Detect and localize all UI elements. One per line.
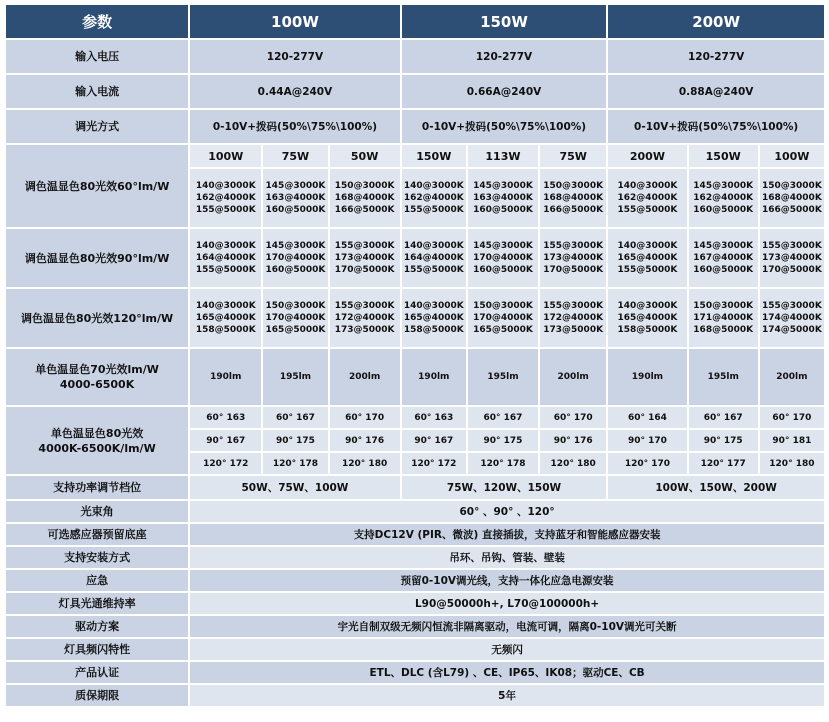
efficacy-cell [190, 229, 261, 287]
efficacy-line: 160@5000K [473, 205, 533, 215]
row-label [6, 662, 188, 683]
lumen-cell: 195lm [263, 349, 327, 405]
spec-value: 0-10V+拨码(50%\75%\100%) [402, 110, 607, 143]
efficacy-line: 163@4000K [265, 193, 326, 203]
efficacy-line: 155@3000K [334, 241, 395, 251]
row-label-text: 单色温显色80光效 [50, 426, 144, 440]
lumen-row [6, 349, 824, 405]
efficacy-line: 160@5000K [473, 265, 533, 275]
angle-cell: 90° 175 [689, 430, 758, 451]
angle-cell: 120° 172 [402, 453, 466, 474]
efficacy-line: 172@4000K [334, 313, 395, 323]
efficacy-line: 165@4000K [403, 313, 464, 323]
efficacy-line: 155@5000K [195, 265, 256, 275]
spec-row [6, 476, 824, 499]
efficacy-cell [689, 289, 758, 347]
efficacy-line: 164@4000K [403, 253, 464, 263]
efficacy-line: 170@5000K [334, 265, 395, 275]
wattage-cell: 113W [468, 145, 538, 167]
efficacy-line: 155@5000K [617, 205, 678, 215]
spec-value: 0.88A@240V [608, 75, 824, 108]
angle-cell: 90° 175 [468, 430, 538, 451]
spec-row [6, 110, 824, 143]
efficacy-cell [760, 169, 824, 227]
efficacy-line: 155@3000K [543, 241, 604, 251]
efficacy-line: 162@4000K [195, 193, 256, 203]
efficacy-line: 160@5000K [265, 265, 326, 275]
efficacy-line: 145@3000K [693, 241, 754, 251]
efficacy-line: 165@5000K [265, 325, 326, 335]
efficacy-line: 145@3000K [473, 241, 533, 251]
efficacy-line: 170@5000K [761, 265, 822, 275]
efficacy-line: 150@3000K [265, 301, 326, 311]
efficacy-cell [540, 169, 606, 227]
spec-value: 吊环、吊钩、管装、壁装 [190, 547, 824, 568]
spec-row [6, 501, 824, 522]
efficacy-cell [760, 289, 824, 347]
efficacy-line: 160@5000K [693, 265, 754, 275]
lumen-cell: 195lm [468, 349, 538, 405]
efficacy-line: 165@4000K [617, 253, 678, 263]
efficacy-line: 170@4000K [473, 313, 533, 323]
efficacy-line: 173@4000K [543, 253, 604, 263]
row-label-text: 产品认证 [75, 666, 120, 679]
spec-row [6, 685, 824, 706]
efficacy-cell [263, 169, 327, 227]
efficacy-line: 140@3000K [195, 301, 256, 311]
efficacy-line: 145@3000K [265, 241, 326, 251]
efficacy-line: 150@3000K [761, 181, 822, 191]
row-label [6, 685, 188, 706]
row-label-text: 调色温显色80光效60°lm/W [24, 179, 170, 193]
efficacy-line: 162@4000K [693, 193, 754, 203]
spec-row [6, 616, 824, 637]
spec-value: 60° 、90° 、120° [190, 501, 824, 522]
spec-value: 0-10V+拨码(50%\75%\100%) [608, 110, 824, 143]
angle-cell: 90° 167 [402, 430, 466, 451]
spec-row [6, 570, 824, 591]
row-label [6, 229, 188, 287]
efficacy-line: 166@5000K [761, 205, 822, 215]
efficacy-line: 155@5000K [617, 265, 678, 275]
efficacy-line: 140@3000K [617, 181, 678, 191]
efficacy-line: 145@3000K [473, 181, 533, 191]
efficacy-line: 140@3000K [403, 301, 464, 311]
efficacy-line: 174@5000K [761, 325, 822, 335]
angle-cell: 120° 172 [190, 453, 261, 474]
row-label-text: 应急 [86, 574, 109, 587]
efficacy-line: 155@3000K [334, 301, 395, 311]
row-label [6, 547, 188, 568]
row-label-text: 调光方式 [75, 120, 120, 133]
lumen-cell: 190lm [608, 349, 686, 405]
efficacy-line: 170@4000K [473, 253, 533, 263]
efficacy-row [6, 229, 824, 287]
angle-cell: 60° 163 [402, 407, 466, 428]
efficacy-line: 165@5000K [473, 325, 533, 335]
efficacy-line: 140@3000K [617, 241, 678, 251]
efficacy-cell [402, 169, 466, 227]
header-param: 参数 [6, 5, 188, 38]
efficacy-line: 140@3000K [617, 301, 678, 311]
efficacy-cell [263, 289, 327, 347]
row-label-text: 支持安装方式 [64, 551, 131, 564]
spec-value: 120-277V [402, 40, 607, 73]
efficacy-cell [330, 289, 400, 347]
efficacy-cell [608, 169, 686, 227]
spec-value: 0.44A@240V [190, 75, 400, 108]
efficacy-line: 172@4000K [543, 313, 604, 323]
lumen-cell: 190lm [190, 349, 261, 405]
row-label-text: 单色温显色70光效lm/W [35, 363, 159, 376]
row-label-text: 驱动方案 [75, 620, 120, 633]
spec-value: 宇光自制双级无频闪恒流非隔离驱动，电流可调，隔离0-10V调光可关断 [190, 616, 824, 637]
efficacy-line: 145@3000K [265, 181, 326, 191]
efficacy-line: 170@4000K [265, 253, 326, 263]
lumen-cell: 200lm [330, 349, 400, 405]
angle-cell: 90° 167 [190, 430, 261, 451]
efficacy-line: 163@4000K [473, 193, 533, 203]
wattage-cell: 100W [190, 145, 261, 167]
angle-cell: 120° 180 [760, 453, 824, 474]
angle-cell: 60° 167 [468, 407, 538, 428]
header-150w: 150W [402, 5, 607, 38]
angle-cell: 90° 176 [540, 430, 606, 451]
row-label [6, 289, 188, 347]
header-200w: 200W [608, 5, 824, 38]
spec-value: 50W、75W、100W [190, 476, 400, 499]
spec-row [6, 639, 824, 660]
efficacy-line: 165@4000K [195, 313, 256, 323]
lumen-cell: 200lm [760, 349, 824, 405]
efficacy-cell [263, 229, 327, 287]
row-label [6, 570, 188, 591]
efficacy-line: 165@4000K [617, 313, 678, 323]
efficacy-cell [468, 229, 538, 287]
angle-cell: 120° 178 [468, 453, 538, 474]
row-label-text: 质保期限 [75, 689, 120, 702]
efficacy-line: 168@5000K [693, 325, 754, 335]
angle-cell: 120° 180 [330, 453, 400, 474]
angle-cell: 90° 170 [608, 430, 686, 451]
efficacy-line: 150@3000K [693, 301, 754, 311]
efficacy-line: 140@3000K [403, 181, 464, 191]
row-label [6, 501, 188, 522]
row-label [6, 145, 188, 227]
angle-cell: 60° 163 [190, 407, 261, 428]
spec-value: 75W、120W、150W [402, 476, 607, 499]
spec-value: 120-277V [608, 40, 824, 73]
efficacy-line: 155@5000K [403, 265, 464, 275]
spec-value: ETL、DLC (含L79) 、CE、IP65、IK08；驱动CE、CB [190, 662, 824, 683]
efficacy-line: 170@5000K [543, 265, 604, 275]
efficacy-line: 158@5000K [617, 325, 678, 335]
row-label-text: 输入电流 [75, 85, 120, 98]
spec-table [4, 3, 826, 708]
efficacy-cell [402, 289, 466, 347]
angle-cell: 90° 175 [263, 430, 327, 451]
row-label [6, 476, 188, 499]
efficacy-line: 167@4000K [693, 253, 754, 263]
row-label [6, 616, 188, 637]
wattage-cell: 150W [689, 145, 758, 167]
efficacy-line: 170@4000K [265, 313, 326, 323]
angle-cell: 60° 170 [330, 407, 400, 428]
efficacy-line: 166@5000K [334, 205, 395, 215]
row-label [6, 593, 188, 614]
row-label-text: 光束角 [80, 505, 114, 518]
efficacy-cell [540, 289, 606, 347]
efficacy-line: 158@5000K [195, 325, 256, 335]
efficacy-cell [468, 169, 538, 227]
efficacy-line: 168@4000K [543, 193, 604, 203]
spec-row [6, 75, 824, 108]
spec-row [6, 524, 824, 545]
row-label-text-2: 4000K-6500K/lm/W [38, 441, 156, 455]
efficacy-line: 140@3000K [195, 181, 256, 191]
row-label-text-2: 4000-6500K [59, 378, 135, 391]
efficacy-cell [608, 289, 686, 347]
row-label [6, 75, 188, 108]
row-label [6, 40, 188, 73]
angle-cell: 90° 176 [330, 430, 400, 451]
row-label [6, 349, 188, 405]
spec-value: 无频闪 [190, 639, 824, 660]
efficacy-line: 173@5000K [543, 325, 604, 335]
efficacy-line: 160@5000K [693, 205, 754, 215]
angle-cell: 90° 181 [760, 430, 824, 451]
lumen-cell: 195lm [689, 349, 758, 405]
efficacy-line: 155@5000K [195, 205, 256, 215]
row-label [6, 110, 188, 143]
lumen-cell: 190lm [402, 349, 466, 405]
efficacy-line: 168@4000K [334, 193, 395, 203]
angle-cell: 120° 170 [608, 453, 686, 474]
row-label-text: 可选感应器预留底座 [47, 528, 147, 541]
wattage-cell: 150W [402, 145, 466, 167]
row-label [6, 639, 188, 660]
spec-row [6, 40, 824, 73]
angle-cell: 120° 177 [689, 453, 758, 474]
row-label [6, 524, 188, 545]
header-row [6, 5, 824, 38]
efficacy-cell [190, 289, 261, 347]
spec-value: 预留0-10V调光线，支持一体化应急电源安装 [190, 570, 824, 591]
efficacy-cell [330, 229, 400, 287]
efficacy-line: 145@3000K [693, 181, 754, 191]
efficacy-line: 160@5000K [265, 205, 326, 215]
lumen-cell: 200lm [540, 349, 606, 405]
efficacy-line: 155@3000K [761, 241, 822, 251]
angle-cell: 120° 180 [540, 453, 606, 474]
efficacy-line: 173@4000K [761, 253, 822, 263]
efficacy-line: 158@5000K [403, 325, 464, 335]
wattage-cell: 100W [760, 145, 824, 167]
row-label-text: 调色温显色80光效90°lm/W [24, 251, 170, 265]
spec-value: 120-277V [190, 40, 400, 73]
efficacy-line: 150@3000K [473, 301, 533, 311]
angle-cell: 60° 167 [689, 407, 758, 428]
angle-cell: 60° 170 [540, 407, 606, 428]
row-label-text: 支持功率调节档位 [53, 481, 142, 494]
row-label-text: 灯具频闪特性 [64, 643, 131, 656]
efficacy-line: 155@5000K [403, 205, 464, 215]
efficacy-row [6, 289, 824, 347]
spec-value: 0-10V+拨码(50%\75%\100%) [190, 110, 400, 143]
efficacy-cell [468, 289, 538, 347]
efficacy-line: 155@3000K [543, 301, 604, 311]
efficacy-line: 173@4000K [334, 253, 395, 263]
efficacy-line: 140@3000K [195, 241, 256, 251]
angle-row [6, 407, 824, 428]
angle-cell: 60° 164 [608, 407, 686, 428]
header-100w: 100W [190, 5, 400, 38]
angle-cell: 120° 178 [263, 453, 327, 474]
wattage-cell: 200W [608, 145, 686, 167]
efficacy-line: 150@3000K [543, 181, 604, 191]
efficacy-line: 164@4000K [195, 253, 256, 263]
wattage-cell: 75W [263, 145, 327, 167]
spec-value: 100W、150W、200W [608, 476, 824, 499]
row-label-text: 输入电压 [75, 50, 120, 63]
spec-row [6, 547, 824, 568]
efficacy-line: 140@3000K [403, 241, 464, 251]
wattage-cell: 50W [330, 145, 400, 167]
spec-value: 0.66A@240V [402, 75, 607, 108]
spec-value: L90@50000h+, L70@100000h+ [190, 593, 824, 614]
angle-cell: 60° 167 [263, 407, 327, 428]
efficacy-cell [330, 169, 400, 227]
efficacy-line: 168@4000K [761, 193, 822, 203]
efficacy-cell [689, 169, 758, 227]
efficacy-line: 150@3000K [334, 181, 395, 191]
spec-value: 5年 [190, 685, 824, 706]
efficacy-cell [402, 229, 466, 287]
wattage-cell: 75W [540, 145, 606, 167]
row-label-text: 灯具光通维持率 [58, 597, 136, 610]
spec-value: 支持DC12V (PIR、微波) 直接插拔，支持蓝牙和智能感应器安装 [190, 524, 824, 545]
row-label [6, 407, 188, 474]
wattage-row [6, 145, 824, 167]
efficacy-line: 155@3000K [761, 301, 822, 311]
efficacy-cell [608, 229, 686, 287]
efficacy-line: 171@4000K [693, 313, 754, 323]
efficacy-cell [689, 229, 758, 287]
efficacy-line: 166@5000K [543, 205, 604, 215]
spec-row [6, 662, 824, 683]
efficacy-cell [540, 229, 606, 287]
spec-row [6, 593, 824, 614]
efficacy-cell [760, 229, 824, 287]
row-label-text: 调色温显色80光效120°lm/W [21, 311, 174, 325]
efficacy-line: 162@4000K [403, 193, 464, 203]
efficacy-cell [190, 169, 261, 227]
angle-cell: 60° 170 [760, 407, 824, 428]
efficacy-line: 173@5000K [334, 325, 395, 335]
efficacy-line: 162@4000K [617, 193, 678, 203]
efficacy-line: 174@4000K [761, 313, 822, 323]
